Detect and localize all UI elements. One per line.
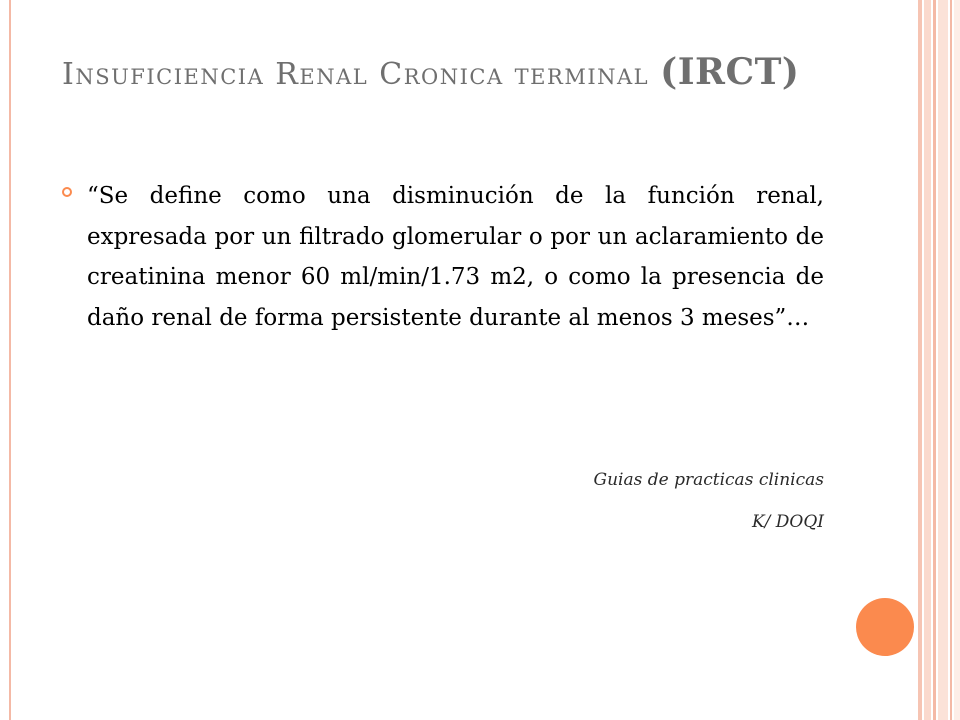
- right-stripe: [954, 0, 960, 720]
- right-stripe: [950, 0, 952, 720]
- citation-organization: K/ DOQI: [751, 512, 824, 532]
- right-stripe: [918, 0, 922, 720]
- right-stripe: [933, 0, 936, 720]
- ring-bullet-icon: [62, 187, 72, 197]
- bullet-item: [62, 176, 824, 338]
- bullet-text: “Se define como una disminución de la función renal, expresada por un filtrado glomerular o por un aclaramiento de creatinina menor 60 ml/min/1.73 m2, o como la presencia de daño renal de forma persistente durante al menos 3 meses”…: [87, 183, 824, 331]
- right-stripe: [938, 0, 948, 720]
- slide-title: [62, 50, 882, 97]
- decorative-circle-icon: [856, 598, 914, 656]
- right-stripe: [924, 0, 931, 720]
- left-border-line: [9, 0, 11, 720]
- title-abbreviation: (IRCT): [660, 51, 800, 93]
- title-main: Insuficiencia Renal Cronica terminal: [62, 57, 650, 92]
- citation-source: Guias de practicas clinicas: [593, 470, 824, 490]
